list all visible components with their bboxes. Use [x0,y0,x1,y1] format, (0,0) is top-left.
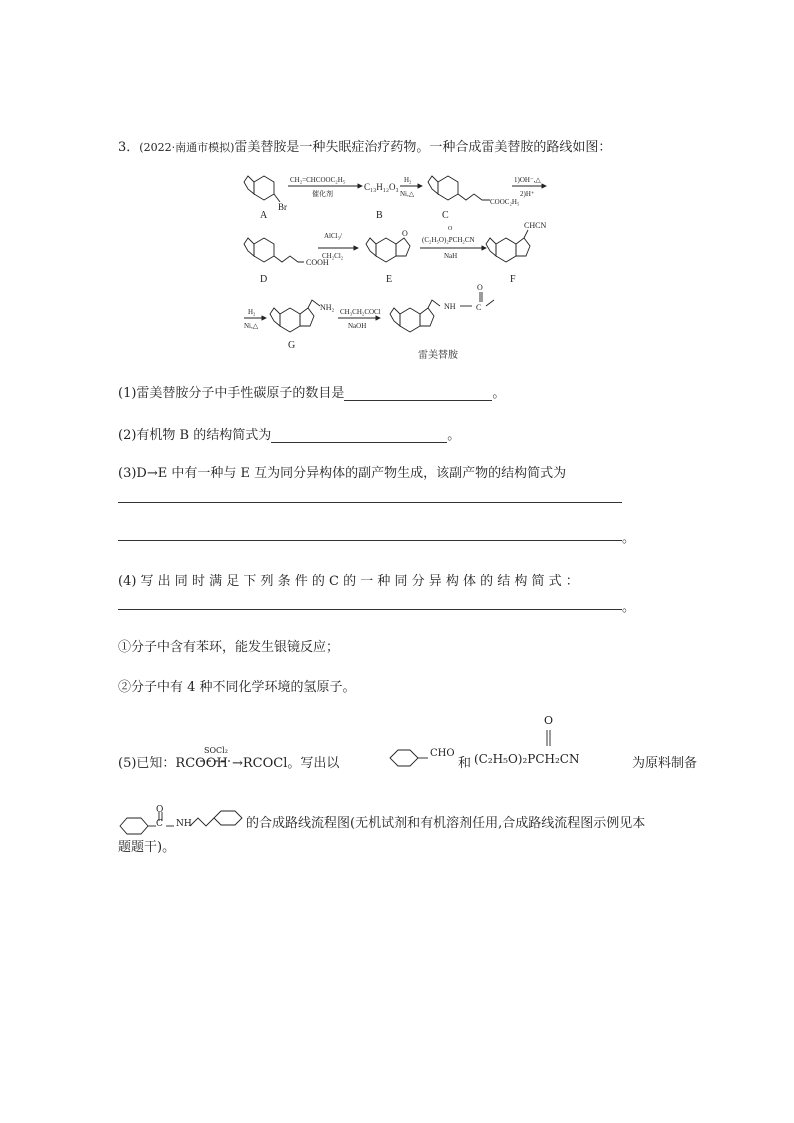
part-2-text: (2)有机物 B 的结构简式为 [118,428,272,443]
part-1-text: (1)雷美替胺分子中手性碳原子的数目是 [118,386,345,401]
compound-d-structure [244,238,304,262]
f-group: CHCN [524,221,547,230]
label-d: D [260,274,268,285]
e-oxygen: O [402,229,408,238]
reagent-5-bottom: NaH [444,252,458,260]
question-heading [118,136,611,155]
reagent-2-bottom: Ni,△ [400,190,415,198]
part-3-end: 。 [622,531,636,546]
compound-e-structure [366,238,410,262]
part-5-e: 题题干)。 [118,840,176,855]
product-structure [390,292,494,332]
c-group: COOC₂H₅ [490,198,520,206]
condition-1: ①分子中含有苯环，能发生银镜反应； [118,640,340,655]
reagent-1-top: CH₂=CHCOOC₂H₅ [290,176,346,184]
answer-line-3b[interactable] [118,540,622,541]
condition-2: ②分子中有 4 种不同化学环境的氢原子。 [118,680,356,695]
reagent-1-bottom: 催化剂 [312,190,333,198]
label-e: E [386,274,393,285]
reagent-6-bottom: Ni,△ [244,322,259,330]
question-intro: 雷美替胺是一种失眠症治疗药物。一种合成雷美替胺的路线如图： [234,140,612,155]
part-2-end: 。 [447,428,461,443]
label-g: G [288,340,296,351]
reagent-5-o: O [448,226,453,232]
part-3 [118,462,566,481]
synthesis-scheme [240,168,560,364]
part-5-reagent2: (C₂H₅O)₂PCH₂CN [474,752,580,766]
compound-f-structure [486,230,530,262]
amide-c: C [476,303,482,312]
label-product: 雷美替胺 [418,350,458,361]
reagent-2-top: H₂ [404,176,412,184]
target-o: O [156,805,164,815]
label-a: A [260,210,268,221]
a-br: Br [278,202,287,212]
part-5-a: (5)已知：RCOOH [118,756,228,771]
part-5-reagent2-double-bond [544,730,554,748]
label-c: C [442,210,449,221]
compound-g-structure [270,300,320,332]
d-group: COOH [306,258,329,267]
amide-nh: NH [444,302,456,311]
label-f: F [510,274,516,285]
part-5-b: →RCOCl。写出以 [232,756,340,771]
reagent-4-top: AlCl₃/ [324,232,342,240]
part-1-end: 。 [492,386,506,401]
part-5-reagent2-o: O [544,714,554,727]
reagent-7-top: CH₃CH₂COCl [340,308,381,316]
formula-b: C₁₃H₁₂O₃ [364,182,399,192]
answer-line-4[interactable] [118,609,622,610]
question-source: (2022·南通市模拟) [139,141,235,154]
reagent-3-top: 1)OH⁻,△ [514,176,541,184]
target-nh: NH [176,819,192,829]
reagent-5-top: (C₂H₅O)₂PCH₂CN [422,236,475,244]
part-5-cho: CHO [430,748,455,759]
part-5-arrow [200,752,234,766]
part-5-c: 为原料制备 [632,756,698,771]
compound-c-structure [428,176,490,200]
part-5-reagent: SOCl₂ [204,746,228,755]
compound-a-structure [244,176,280,202]
answer-line-3a[interactable] [118,502,622,503]
part-1 [118,382,505,401]
reagent-3-bottom: 2)H⁺ [520,190,535,198]
answer-blank-2[interactable] [271,441,447,443]
part-3-text: (3)D→E 中有一种与 E 互为同分异构体的副产物生成，该副产物的结构简式为 [118,466,567,481]
question-number: 3． [118,140,140,155]
amide-o: O [477,283,483,292]
part-4 [118,570,579,589]
g-group: NH₂ [320,303,335,312]
part-4-end: 。 [622,600,636,615]
reagent-7-bottom: NaOH [348,322,367,330]
part-5-d: 的合成路线流程图(无机试剂和有机溶剂任用,合成路线流程图示例见本 [246,816,646,831]
part-5-and: 和 [458,756,472,771]
reagent-6-top: H₂ [248,308,256,316]
answer-blank-1[interactable] [344,399,492,401]
reagent-4-bottom: CH₂Cl₂ [322,252,344,260]
target-c: C [156,819,163,829]
part-4-text: (4) 写 出 同 时 满 足 下 列 条 件 的 C 的 一 种 同 分 异 构 体 的 结 构 简 式 ： [118,574,579,589]
label-b: B [376,210,383,221]
part-2 [118,424,460,443]
